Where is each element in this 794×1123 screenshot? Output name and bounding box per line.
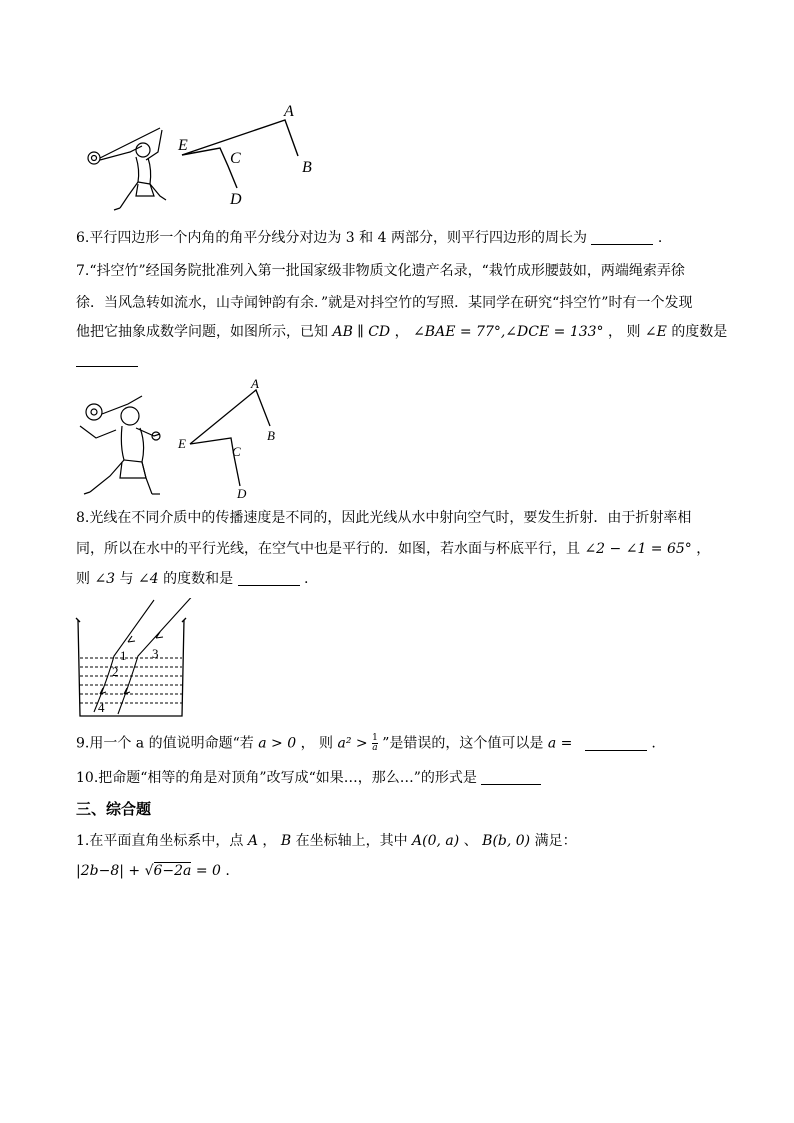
figure-kongzhu-1 bbox=[80, 100, 340, 215]
q7-sep-1: ， bbox=[394, 324, 409, 340]
q8-line-3-a: 则 bbox=[76, 571, 90, 587]
label-c-1: C bbox=[230, 150, 241, 167]
q7-angle-expr: ∠BAE = 77°,∠DCE = 133° bbox=[413, 324, 604, 340]
q7-sep-2: ， 则 bbox=[608, 324, 641, 340]
s1-coord-b: B(b, 0) bbox=[482, 833, 531, 849]
label-d-2: D bbox=[237, 486, 247, 501]
s1-sep-1: ， bbox=[262, 833, 277, 849]
q8-line-2-end: ， bbox=[696, 541, 711, 557]
q7-parallel-expr: AB ∥ CD bbox=[332, 324, 391, 340]
dancer-illustration-2 bbox=[80, 396, 160, 494]
q8-angle-expr: ∠2 − ∠1 = 65° bbox=[584, 541, 692, 557]
q7-line-3-end: 的度数是 bbox=[671, 324, 728, 340]
label-b-2: B bbox=[267, 428, 275, 443]
sqrt-sign: √ bbox=[144, 863, 154, 879]
label-a-2: A bbox=[251, 376, 259, 391]
s1-text-b: 在坐标轴上，其中 bbox=[295, 833, 408, 849]
s1-eq-right: = 0 bbox=[191, 863, 221, 879]
q7-line-3-text: 他把它抽象成数学问题，如图所示，已知 bbox=[76, 324, 328, 340]
s1-point-b: B bbox=[280, 833, 292, 849]
q7-line-3 bbox=[76, 323, 727, 341]
water-lines bbox=[80, 658, 182, 703]
label-angle-4: 4 bbox=[98, 700, 105, 715]
light-rays bbox=[94, 598, 194, 714]
q7-angle-e: ∠E bbox=[644, 324, 667, 340]
q8-angle-3: ∠3 bbox=[94, 571, 116, 587]
q8-line-2 bbox=[76, 540, 710, 558]
dancer-illustration-1 bbox=[88, 128, 166, 210]
question-9 bbox=[76, 734, 656, 753]
q9-text-b: ， 则 bbox=[300, 735, 334, 752]
label-d-1: D bbox=[230, 191, 242, 208]
s1-sep-2: 、 bbox=[463, 833, 478, 849]
figure-beaker bbox=[74, 598, 194, 722]
label-angle-3: 3 bbox=[152, 646, 159, 661]
s1-eq-left: |2b−8| + bbox=[76, 863, 145, 879]
question-10 bbox=[76, 769, 541, 787]
label-c-2: C bbox=[232, 444, 241, 459]
label-b-1: B bbox=[302, 159, 312, 176]
s1-point-a: A bbox=[247, 833, 258, 849]
q8-line-1: 8.光线在不同介质中的传播速度是不同的，因此光线从水中射向空气时，要发生折射．由于折射率相 bbox=[76, 510, 692, 526]
s1-equation bbox=[76, 862, 230, 880]
q8-angle-4: ∠4 bbox=[138, 571, 159, 587]
q9-end: . bbox=[651, 735, 656, 752]
q8-answer-blank[interactable] bbox=[238, 571, 300, 586]
s1-text-a: 1.在平面直角坐标系中，点 bbox=[76, 833, 244, 849]
label-angle-2: 2 bbox=[112, 664, 119, 679]
q9-cond: a > 0 bbox=[258, 735, 297, 752]
label-angle-1: 1 bbox=[120, 648, 127, 663]
q6-answer-blank[interactable] bbox=[591, 230, 653, 245]
q7-line-2: 徐．当风急转如流水，山寺闻钟韵有余．”就是对抖空竹的写照．某同学在研究“抖空竹”时有一个发现 bbox=[76, 295, 693, 311]
q9-answer-blank[interactable] bbox=[585, 736, 647, 751]
q8-line-2-text: 同，所以在水中的平行光线，在空气中也是平行的．如图，若水面与杯底平行，且 bbox=[76, 541, 580, 557]
q7-answer-blank[interactable] bbox=[76, 352, 138, 367]
q9-frac-num: 1 bbox=[372, 733, 378, 743]
s1-text-c: 满足： bbox=[534, 833, 577, 849]
q10-answer-blank[interactable] bbox=[481, 770, 541, 785]
q9-frac-den: a bbox=[372, 743, 378, 753]
s1-eq-end: . bbox=[225, 863, 230, 879]
q8-line-3 bbox=[76, 570, 308, 588]
q10-text: 10.把命题“相等的角是对顶角”改写成“如果…，那么…”的形式是 bbox=[76, 770, 477, 786]
q8-line-3-b: 与 bbox=[119, 571, 134, 587]
figure-kongzhu-2 bbox=[76, 376, 286, 501]
q8-line-3-c: 的度数和是 bbox=[163, 571, 234, 587]
label-e-2: E bbox=[178, 436, 186, 451]
q6-text: 6.平行四边形一个内角的角平分线分对边为 3 和 4 两部分，则平行四边形的周长为 bbox=[76, 230, 587, 246]
q6-end: . bbox=[657, 230, 663, 246]
s1-eq-sqrt: 6−2a bbox=[153, 863, 192, 879]
question-6 bbox=[76, 229, 662, 247]
q9-ineq: a² > bbox=[337, 735, 368, 752]
q7-line-1: 7.“抖空竹”经国务院批准列入第一批国家级非物质文化遗产名录，“栽竹成形腰鼓如，两端绳索弄徐 bbox=[76, 263, 685, 279]
label-a-1: A bbox=[284, 103, 294, 120]
s1-coord-a: A(0, a) bbox=[412, 833, 460, 849]
q8-line-3-end: . bbox=[304, 571, 309, 587]
label-e-1: E bbox=[178, 137, 188, 154]
q9-text-c: ”是错误的，这个值可以是 bbox=[382, 735, 544, 752]
section-heading-3: 三、综合题 bbox=[76, 800, 152, 818]
q9-fraction bbox=[372, 734, 378, 753]
angle-lines-2 bbox=[190, 390, 270, 486]
q9-text-a: 9.用一个 a 的值说明命题“若 bbox=[76, 735, 254, 752]
s3-question-1 bbox=[76, 832, 577, 850]
q9-answer-expr: a = bbox=[547, 735, 573, 752]
